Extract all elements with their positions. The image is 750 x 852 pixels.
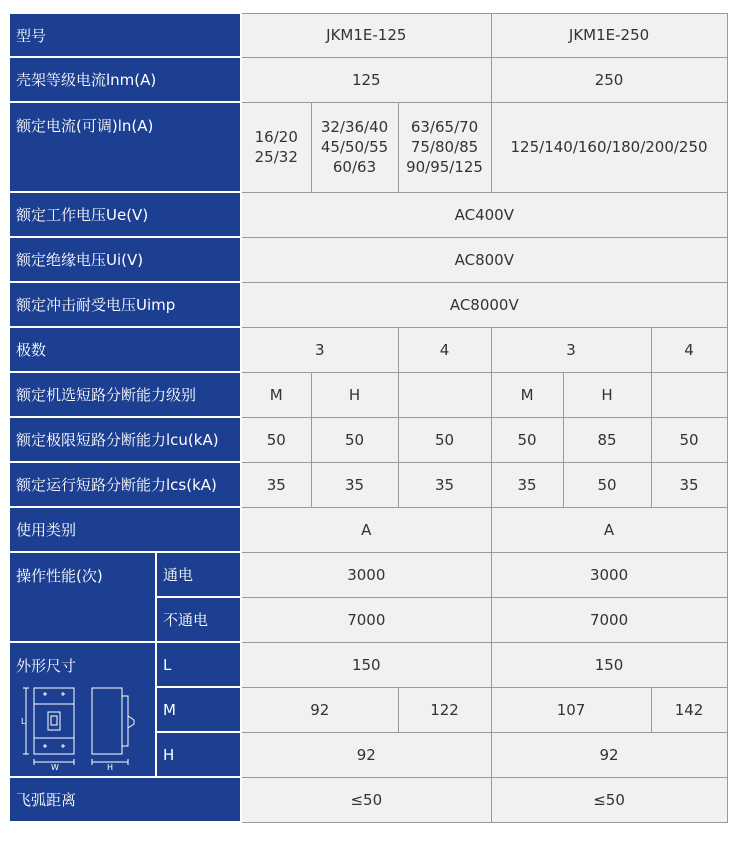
rated-current-group-1: [241, 102, 311, 192]
frame-current-250: 250: [491, 57, 727, 102]
row-label: 额定冲击耐受电压Uimp: [10, 282, 241, 327]
icu-cell: 85: [563, 417, 651, 462]
row-label: 额定运行短路分断能力lcs(kA): [10, 462, 241, 507]
value-line: 90/95/125: [406, 158, 483, 176]
spec-table: [10, 12, 728, 823]
value-line: 75/80/85: [410, 138, 479, 156]
impulse-voltage-value: AC8000V: [241, 282, 727, 327]
breaking-class-cell: M: [241, 372, 311, 417]
operation-powered-125: 3000: [241, 552, 491, 597]
dimension-m-cell: 107: [491, 687, 651, 732]
value-line: 32/36/40: [320, 118, 389, 136]
operation-unpowered-250: 7000: [491, 597, 727, 642]
row-label: 额定机选短路分断能力级别: [10, 372, 241, 417]
ics-cell: 35: [491, 462, 563, 507]
row-label: 使用类别: [10, 507, 241, 552]
operation-powered-250: 3000: [491, 552, 727, 597]
dimension-l-250: 150: [491, 642, 727, 687]
usage-category-125: A: [241, 507, 491, 552]
row-label: 额定工作电压Ue(V): [10, 192, 241, 237]
handle-shape: [48, 712, 60, 730]
value-line: 60/63: [332, 158, 377, 176]
breaking-class-cell: [398, 372, 491, 417]
diagram-h-label: H: [107, 763, 114, 772]
row-label: 壳架等级电流lnm(A): [10, 57, 241, 102]
diagram-l-label: L: [21, 717, 26, 726]
row-label: 外形尺寸: [16, 657, 77, 675]
row-impulse-voltage: [10, 282, 727, 327]
ics-cell: 35: [241, 462, 311, 507]
row-label: 额定电流(可调)ln(A): [10, 102, 241, 192]
diagram-w-label: W: [51, 763, 59, 772]
row-poles: [10, 327, 727, 372]
arc-distance-125: ≤50: [241, 777, 491, 822]
icu-cell: 50: [651, 417, 727, 462]
icu-cell: 50: [398, 417, 491, 462]
ics-cell: 35: [311, 462, 398, 507]
icu-cell: 50: [241, 417, 311, 462]
dimension-m-cell: 142: [651, 687, 727, 732]
dimension-m-cell: 122: [398, 687, 491, 732]
row-model: [10, 13, 727, 57]
usage-category-250: A: [491, 507, 727, 552]
row-ics: [10, 462, 727, 507]
dimensions-label-cell: [10, 642, 156, 777]
row-label: 极数: [10, 327, 241, 372]
row-dimension-l: [10, 642, 727, 687]
row-label: 型号: [10, 13, 241, 57]
row-operation-powered: [10, 552, 727, 597]
value-line: 25/32: [254, 148, 298, 166]
side-view-body: [92, 688, 122, 754]
icu-cell: 50: [311, 417, 398, 462]
poles-250-4: 4: [651, 327, 727, 372]
arc-distance-250: ≤50: [491, 777, 727, 822]
dimension-l-125: 150: [241, 642, 491, 687]
row-usage-category: [10, 507, 727, 552]
value-line: 16/20: [254, 128, 298, 146]
ics-cell: 35: [398, 462, 491, 507]
poles-125-4: 4: [398, 327, 491, 372]
model-125: JKM1E-125: [241, 13, 491, 57]
breaker-outline-diagram: [20, 686, 142, 772]
dimension-m-cell: 92: [241, 687, 398, 732]
ics-cell: 50: [563, 462, 651, 507]
frame-current-125: 125: [241, 57, 491, 102]
row-label: 飞弧距离: [10, 777, 241, 822]
rated-voltage-value: AC400V: [241, 192, 727, 237]
sub-label: M: [156, 687, 241, 732]
row-label: 额定绝缘电压Ui(V): [10, 237, 241, 282]
dimension-diagram: [20, 686, 155, 776]
poles-125-3: 3: [241, 327, 398, 372]
row-label: 操作性能(次): [10, 552, 156, 642]
value-line: 125/140/160/180/200/250: [510, 138, 708, 156]
sub-label: 不通电: [156, 597, 241, 642]
front-view-body: [34, 688, 74, 754]
sub-label: 通电: [156, 552, 241, 597]
row-rated-current: [10, 102, 727, 192]
breaking-class-cell: H: [563, 372, 651, 417]
row-label: 额定极限短路分断能力lcu(kA): [10, 417, 241, 462]
value-line: 63/65/70: [410, 118, 479, 136]
ics-cell: 35: [651, 462, 727, 507]
model-250: JKM1E-250: [491, 13, 727, 57]
rated-current-group-2: [311, 102, 398, 192]
row-arc-distance: [10, 777, 727, 822]
rated-current-group-4: [491, 102, 727, 192]
dimension-h-125: 92: [241, 732, 491, 777]
row-breaking-class: [10, 372, 727, 417]
operation-unpowered-125: 7000: [241, 597, 491, 642]
insulation-voltage-value: AC800V: [241, 237, 727, 282]
value-line: 45/50/55: [320, 138, 389, 156]
sub-label: H: [156, 732, 241, 777]
sub-label: L: [156, 642, 241, 687]
row-icu: [10, 417, 727, 462]
row-rated-voltage: [10, 192, 727, 237]
breaking-class-cell: M: [491, 372, 563, 417]
icu-cell: 50: [491, 417, 563, 462]
dimension-h-250: 92: [491, 732, 727, 777]
breaking-class-cell: [651, 372, 727, 417]
row-insulation-voltage: [10, 237, 727, 282]
row-frame-current: [10, 57, 727, 102]
breaking-class-cell: H: [311, 372, 398, 417]
poles-250-3: 3: [491, 327, 651, 372]
rated-current-group-3: [398, 102, 491, 192]
